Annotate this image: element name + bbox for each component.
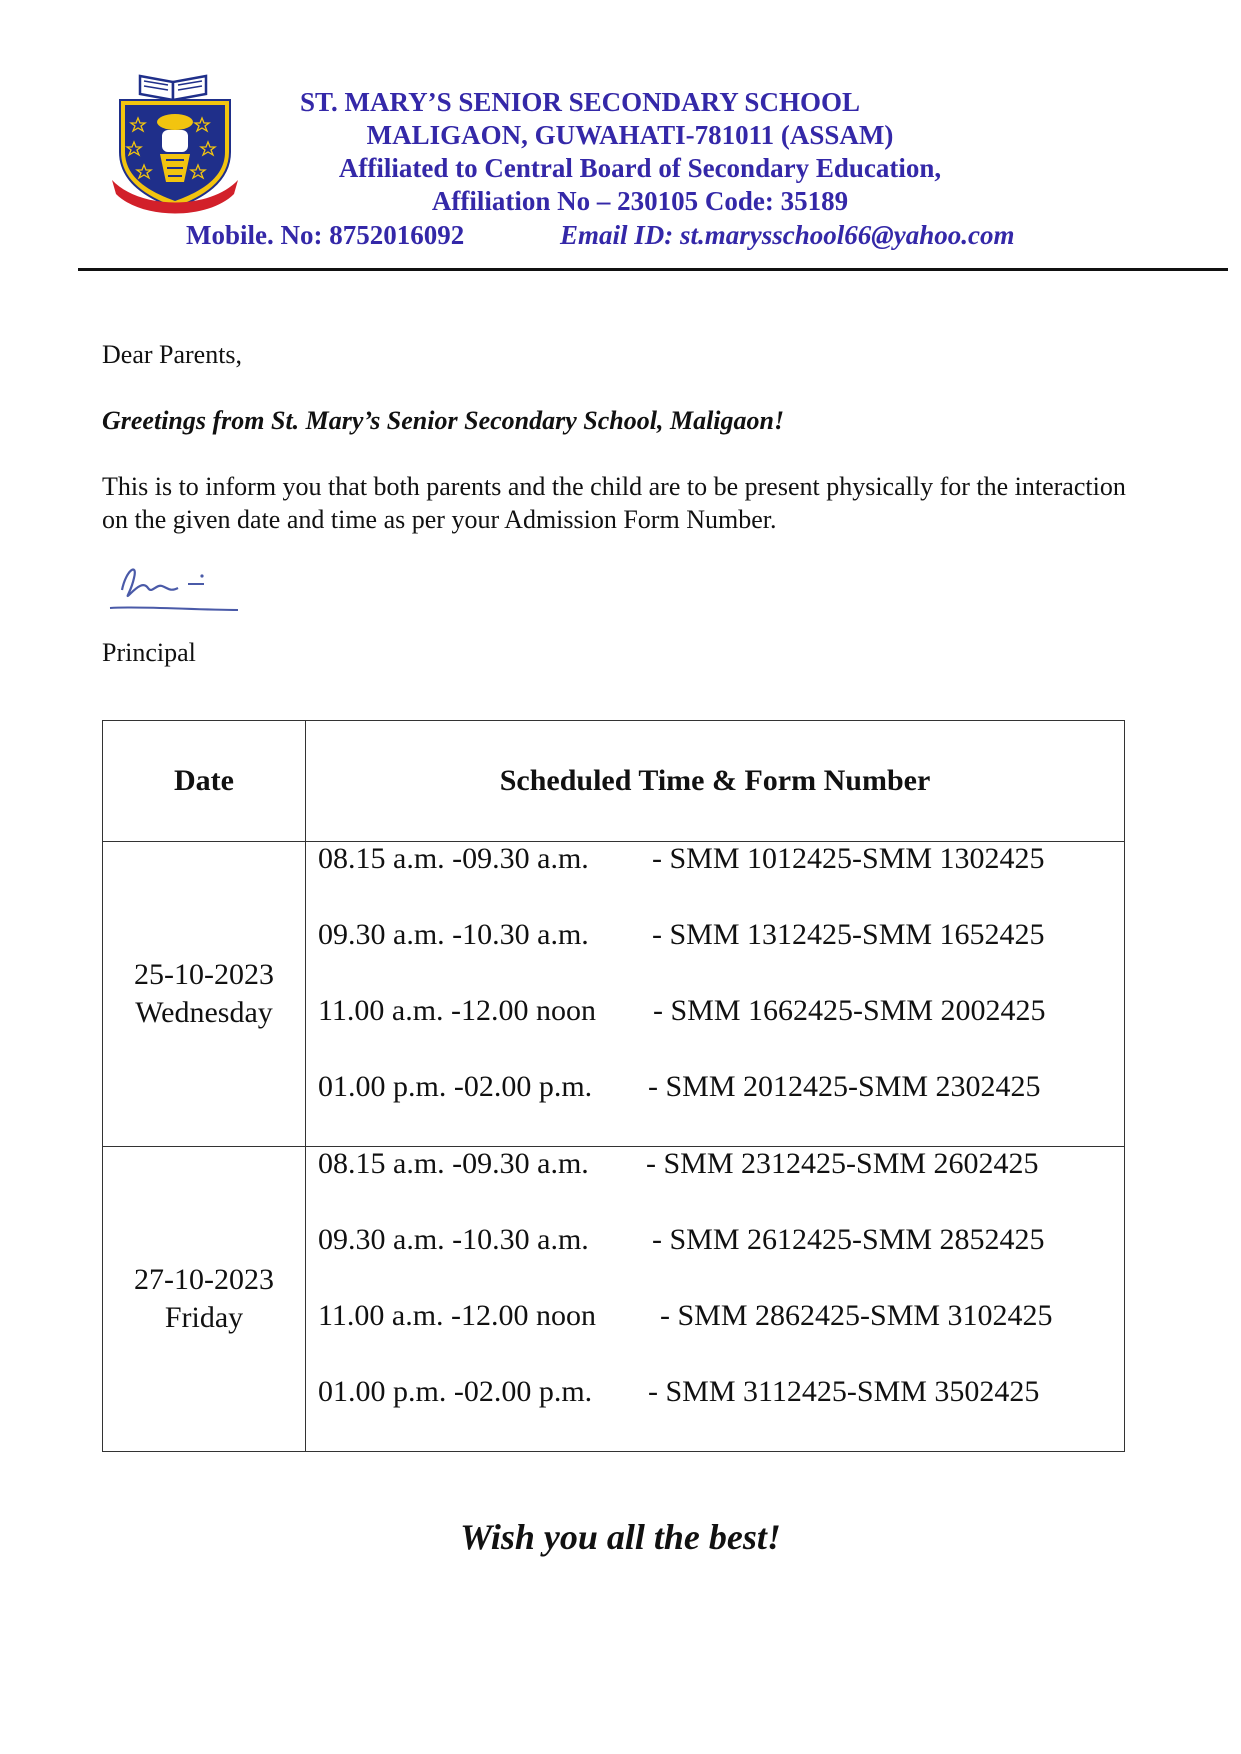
body-paragraph: This is to inform you that both parents and the child are to be present physically for the interaction on the given date and time as per your Admission Form Number.	[102, 472, 1126, 534]
weekday-value: Wednesday	[135, 996, 273, 1029]
letterhead-heading	[160, 86, 1060, 218]
affiliation-board: Affiliated to Central Board of Secondary Education,	[338, 153, 942, 183]
slots-cell	[306, 1147, 1125, 1452]
signatory-title: Principal	[102, 638, 196, 667]
date-cell	[103, 1147, 306, 1452]
school-address: MALIGAON, GUWAHATI-781011 (ASSAM)	[366, 120, 894, 150]
contact-line	[186, 220, 1015, 251]
email-address: Email ID: st.marysschool66@yahoo.com	[560, 220, 1015, 250]
slot-form-range: - SMM 2012425-SMM 2302425	[648, 1070, 1041, 1103]
time-slot	[306, 918, 1124, 994]
slot-form-range: - SMM 1662425-SMM 2002425	[653, 994, 1046, 1027]
date-value: 25-10-2023	[134, 958, 274, 991]
slot-time: 11.00 a.m. -12.00 noon	[318, 994, 597, 1027]
weekday-value: Friday	[164, 1301, 244, 1334]
time-slot	[306, 1070, 1124, 1146]
salutation: Dear Parents,	[102, 340, 243, 369]
slot-form-range: - SMM 3112425-SMM 3502425	[648, 1375, 1040, 1408]
slot-time: 08.15 a.m. -09.30 a.m.	[318, 1147, 589, 1180]
slot-time: 09.30 a.m. -10.30 a.m.	[318, 918, 589, 951]
table-header-row	[103, 721, 1125, 842]
time-slot	[306, 994, 1124, 1070]
time-slot	[306, 842, 1124, 918]
affiliation-number: Affiliation No – 230105 Code: 35189	[431, 186, 849, 216]
table-row	[103, 842, 1125, 1147]
time-slot	[306, 1375, 1124, 1451]
table-row	[103, 1147, 1125, 1452]
time-slot	[306, 1147, 1124, 1223]
slot-form-range: - SMM 2862425-SMM 3102425	[660, 1299, 1053, 1332]
slot-time: 09.30 a.m. -10.30 a.m.	[318, 1223, 589, 1256]
date-cell	[103, 842, 306, 1147]
slot-time: 11.00 a.m. -12.00 noon	[318, 1299, 597, 1332]
time-slot	[306, 1223, 1124, 1299]
date-value: 27-10-2023	[134, 1263, 274, 1296]
column-header-date: Date	[103, 721, 306, 842]
slot-form-range: - SMM 1012425-SMM 1302425	[652, 842, 1045, 875]
slot-time: 01.00 p.m. -02.00 p.m.	[318, 1375, 593, 1408]
column-header-time-form: Scheduled Time & Form Number	[306, 721, 1125, 842]
greeting: Greetings from St. Mary’s Senior Secondary School, Maligaon!	[102, 406, 785, 435]
slot-form-range: - SMM 2612425-SMM 2852425	[652, 1223, 1045, 1256]
time-slot	[306, 1299, 1124, 1375]
school-name: ST. MARY’S SENIOR SECONDARY SCHOOL	[300, 87, 860, 117]
slot-form-range: - SMM 2312425-SMM 2602425	[646, 1147, 1039, 1180]
principal-signature	[104, 548, 244, 620]
slot-form-range: - SMM 1312425-SMM 1652425	[652, 918, 1045, 951]
closing-wish: Wish you all the best!	[460, 1517, 781, 1557]
slots-cell	[306, 842, 1125, 1147]
slot-time: 01.00 p.m. -02.00 p.m.	[318, 1070, 593, 1103]
interaction-schedule-table	[102, 720, 1125, 1452]
slot-time: 08.15 a.m. -09.30 a.m.	[318, 842, 589, 875]
mobile-number: Mobile. No: 8752016092	[186, 220, 465, 250]
letterhead-divider	[78, 268, 1228, 271]
